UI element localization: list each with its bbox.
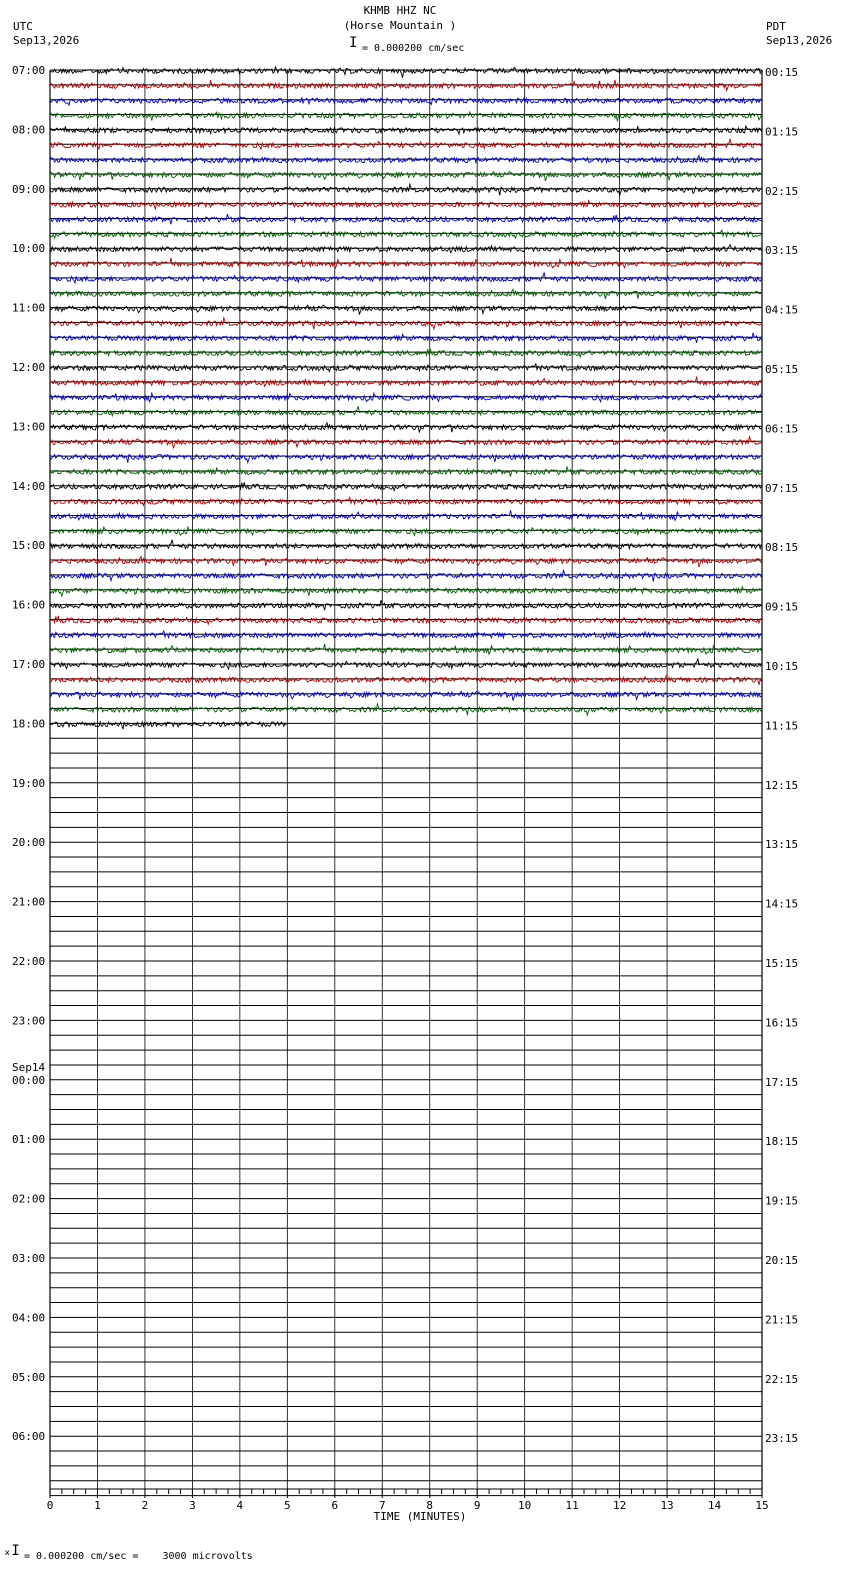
utc-hour-label: 20:00 [12, 836, 46, 850]
pdt-hour-label: 03:15 [765, 244, 799, 258]
pdt-hour-label: 10:15 [765, 660, 799, 673]
seismic-trace [50, 126, 761, 134]
seismic-trace [50, 67, 761, 78]
station-name: (Horse Mountain ) [343, 19, 457, 32]
utc-hour-label: 03:00 [12, 1252, 46, 1265]
x-tick-label: 2 [141, 1499, 149, 1512]
x-tick-label: 11 [565, 1499, 579, 1512]
seismic-trace [50, 393, 761, 402]
x-tick-label: 4 [236, 1499, 244, 1512]
seismic-trace [50, 112, 761, 121]
seismic-traces [50, 67, 761, 729]
utc-hour-label: 05:00 [12, 1370, 46, 1384]
pdt-hour-label: 11:15 [765, 719, 799, 733]
seismic-trace [50, 184, 761, 195]
seismic-trace [50, 600, 761, 610]
utc-zone-label: UTC [13, 20, 33, 33]
pdt-hour-label: 02:15 [765, 184, 799, 198]
x-tick-label: 12 [612, 1499, 627, 1512]
utc-hour-label: 00:00 [12, 1073, 46, 1087]
seismic-trace [50, 406, 761, 416]
utc-hour-label: 04:00 [12, 1311, 46, 1325]
pdt-hour-label: 09:15 [765, 600, 799, 614]
utc-hour-label: 19:00 [12, 776, 46, 790]
pdt-hour-label: 14:15 [765, 897, 799, 911]
pdt-hour-label: 13:15 [765, 838, 799, 852]
seismic-trace [50, 497, 761, 505]
utc-hour-label: 16:00 [12, 598, 46, 612]
utc-hour-label: 01:00 [12, 1133, 46, 1147]
pdt-hour-label: 20:15 [765, 1254, 799, 1267]
seismic-trace [50, 704, 761, 715]
utc-hour-label: 23:00 [12, 1014, 46, 1028]
x-tick-label: 13 [660, 1499, 674, 1512]
x-tick-label: 7 [378, 1499, 386, 1512]
pdt-hour-label: 01:15 [765, 125, 799, 139]
seismic-trace [50, 570, 761, 581]
seismic-trace [50, 172, 761, 182]
x-axis-title: TIME (MINUTES) [373, 1510, 467, 1523]
x-tick-label: 15 [755, 1499, 769, 1512]
utc-hour-label: 12:00 [12, 361, 46, 374]
pdt-zone-label: PDT [766, 20, 786, 33]
pdt-hour-label: 04:15 [765, 303, 799, 317]
utc-hour-label: 14:00 [12, 479, 46, 493]
x-tick-label: 14 [707, 1499, 722, 1512]
utc-hour-label: 10:00 [12, 242, 46, 256]
pdt-hour-label: 16:15 [765, 1016, 799, 1030]
seismic-trace [50, 230, 761, 238]
x-tick-label: 1 [94, 1499, 101, 1512]
x-tick-label: 10 [518, 1499, 532, 1512]
utc-hour-label: 18:00 [12, 717, 46, 731]
seismic-trace [50, 364, 761, 372]
seismic-trace [50, 333, 761, 343]
x-tick-label: 9 [473, 1499, 481, 1512]
utc-hour-label: 17:00 [12, 658, 46, 671]
pdt-hour-label: 00:15 [765, 66, 799, 79]
scale-label: = 0.000200 cm/sec [362, 43, 465, 54]
x-tick-label: 0 [46, 1499, 54, 1512]
seismic-trace [50, 423, 761, 433]
utc-hour-label: 21:00 [12, 895, 46, 909]
station-title: KHMB HHZ NC [363, 4, 437, 17]
pdt-hour-label: 22:15 [765, 1372, 799, 1386]
seismic-trace [50, 557, 761, 568]
seismic-trace [50, 437, 761, 449]
seismic-trace [50, 616, 761, 624]
utc-hour-label: 15:00 [12, 539, 46, 553]
pdt-hour-label: 12:15 [765, 778, 799, 792]
hour-labels [12, 64, 798, 1445]
x-tick-label: 6 [331, 1499, 339, 1512]
seismic-trace [50, 482, 761, 490]
seismic-trace [50, 214, 761, 224]
utc-hour-label: 07:00 [12, 64, 46, 77]
seismic-trace [50, 722, 286, 729]
utc-hour-label: 06:00 [12, 1430, 46, 1444]
seismic-trace [50, 631, 761, 639]
utc-hour-label: 08:00 [12, 123, 46, 137]
seismic-trace [50, 349, 761, 357]
x-tick-label: 5 [284, 1499, 291, 1512]
footer-scale-note: = 0.000200 cm/sec = 3000 microvolts [24, 1551, 253, 1562]
date-change-label: Sep14 [12, 1060, 46, 1074]
pdt-hour-label: 15:15 [765, 957, 799, 970]
pdt-hour-label: 07:15 [765, 481, 799, 495]
seismic-trace [50, 318, 761, 329]
x-tick-label: 3 [189, 1499, 196, 1512]
pdt-hour-label: 18:15 [765, 1135, 799, 1149]
x-tick-label: 8 [426, 1499, 434, 1512]
time-axis [47, 1489, 769, 1512]
utc-hour-label: 02:00 [12, 1192, 46, 1206]
pdt-hour-label: 06:15 [765, 422, 799, 436]
seismic-trace [50, 201, 761, 210]
seismic-trace [50, 527, 761, 535]
pdt-hour-label: 19:15 [765, 1194, 799, 1208]
seismic-trace [50, 675, 761, 685]
seismic-trace [50, 289, 761, 299]
pdt-hour-label: 23:15 [765, 1432, 799, 1446]
seismic-trace [50, 587, 761, 596]
seismic-trace [50, 467, 761, 477]
footer-scale-icon: ₓI [3, 1543, 20, 1559]
utc-hour-label: 11:00 [12, 301, 46, 315]
pdt-hour-label: 17:15 [765, 1075, 799, 1089]
utc-hour-label: 09:00 [12, 182, 46, 196]
utc-date-label: Sep13,2026 [13, 34, 80, 47]
seismic-trace [50, 97, 761, 105]
seismic-trace [50, 691, 761, 701]
pdt-date-label: Sep13,2026 [766, 34, 833, 47]
seismic-trace [50, 540, 761, 549]
pdt-hour-label: 05:15 [765, 363, 799, 376]
seismic-trace [50, 245, 761, 253]
plot-grid [50, 70, 762, 1496]
utc-hour-label: 22:00 [12, 955, 46, 968]
scale-bar-icon: I [349, 35, 358, 51]
pdt-hour-label: 21:15 [765, 1313, 799, 1327]
utc-hour-label: 13:00 [12, 420, 46, 434]
seismic-trace [50, 305, 761, 315]
pdt-hour-label: 08:15 [765, 541, 799, 555]
